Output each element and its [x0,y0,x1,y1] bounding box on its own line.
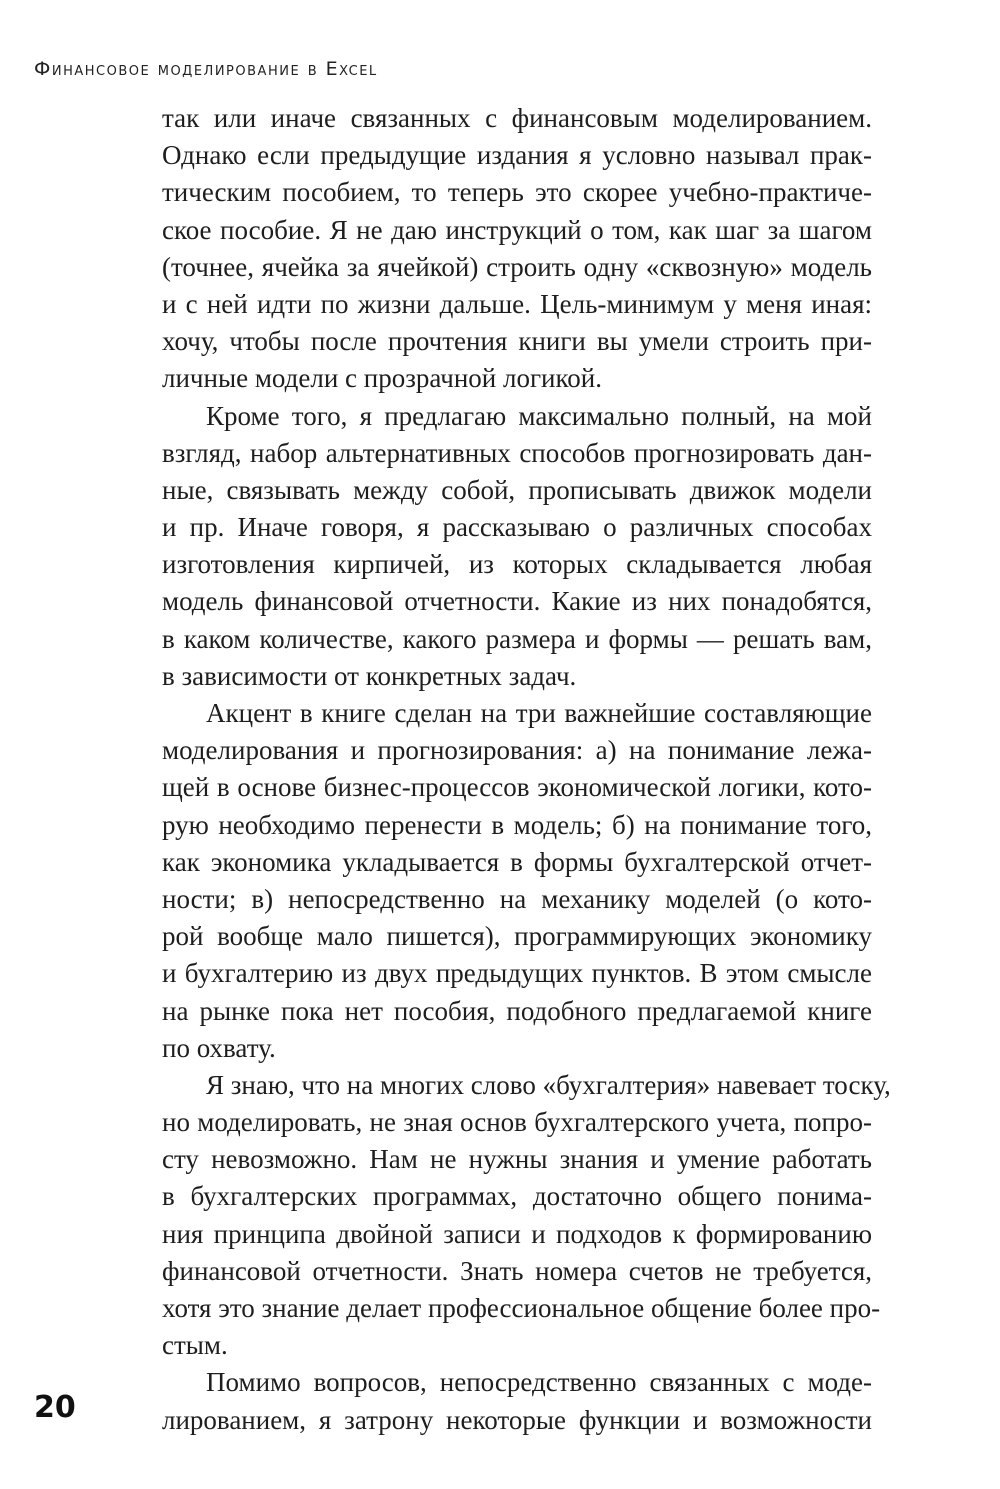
text-line: Акцент в книге сделан на три важнейшие составляющие [206,698,872,728]
text-line: и пр. Иначе говоря, я рассказываю о различных способах [162,512,872,543]
text-line: хочу, чтобы после прочтения книги вы умели строить при- [162,326,872,357]
text-line: как экономика укладывается в формы бухгалтерской отчет- [162,846,872,877]
paragraph [162,100,872,398]
text-line: на рынке пока нет пособия, подобного предлагаемой книге [162,995,872,1026]
text-line: тическим пособием, то теперь это скорее учебно-практиче- [162,177,872,208]
text-line: рую необходимо перенести в модель; б) на понимание того, [162,809,872,840]
text-line: и бухгалтерию из двух предыдущих пунктов. В этом смысле [162,958,872,989]
text-line: ния принципа двойной записи и подходов к формированию [162,1218,872,1249]
text-line: стым. [162,1330,228,1361]
text-line: но моделировать, не зная основ бухгалтерского учета, попро- [162,1107,872,1138]
text-line: (точнее, ячейка за ячейкой) строить одну «сквозную» модель [162,251,872,282]
text-line: взгляд, набор альтернативных способов прогнозировать дан- [162,437,872,468]
text-line: Кроме того, я предлагаю максимально полный, на мой [206,400,872,431]
text-line: изготовления кирпичей, из которых складывается любая [162,549,872,580]
text-line: так или иначе связанных с финансовым моделированием. [162,103,872,133]
text-line: ные, связывать между собой, прописывать движок модели [162,474,872,505]
text-line: в зависимости от конкретных задач. [162,660,577,691]
text-line: ское пособие. Я не даю инструкций о том, как шаг за шагом [162,214,872,245]
text-line: модель финансовой отчетности. Какие из них понадобятся, [162,586,872,617]
text-line: Помимо вопросов, непосредственно связанных с моде- [206,1367,872,1398]
text-line: финансовой отчетности. Знать номера счетов не требуется, [162,1255,872,1286]
running-header: Финансовое моделирование в Excel [34,58,378,80]
paragraph [162,1067,891,1365]
paragraph [162,695,872,1067]
paragraph [162,1364,872,1438]
text-line: Однако если предыдущие издания я условно называл прак- [162,140,872,171]
text-line: личные модели с прозрачной логикой. [162,363,602,394]
text-line: моделирования и прогнозирования: а) на понимание лежа- [162,735,872,766]
text-line: по охвату. [162,1032,276,1063]
text-line: лированием, я затрону некоторые функции и возможности [162,1404,872,1435]
text-line: рой вообще мало пишется), программирующих экономику [162,921,872,952]
paragraph [162,398,872,696]
text-line: и с ней идти по жизни дальше. Цель-минимум у меня иная: [162,288,872,319]
text-line: ности; в) непосредственно на механику моделей (о кото- [162,883,872,914]
text-line: в каком количестве, какого размера и формы — решать вам, [162,623,872,654]
text-line: хотя это знание делает профессиональное общение более про- [162,1293,881,1323]
text-line: щей в основе бизнес-процессов экономической логики, кото- [162,772,872,803]
text-line: в бухгалтерских программах, достаточно общего понима- [162,1181,872,1212]
text-line: сту невозможно. Нам не нужны знания и умение работать [162,1144,872,1175]
body-text [162,100,891,1439]
page-number: 20 [34,1390,76,1425]
text-line: Я знаю, что на многих слово «бухгалтерия» навевает тоску, [206,1069,891,1100]
